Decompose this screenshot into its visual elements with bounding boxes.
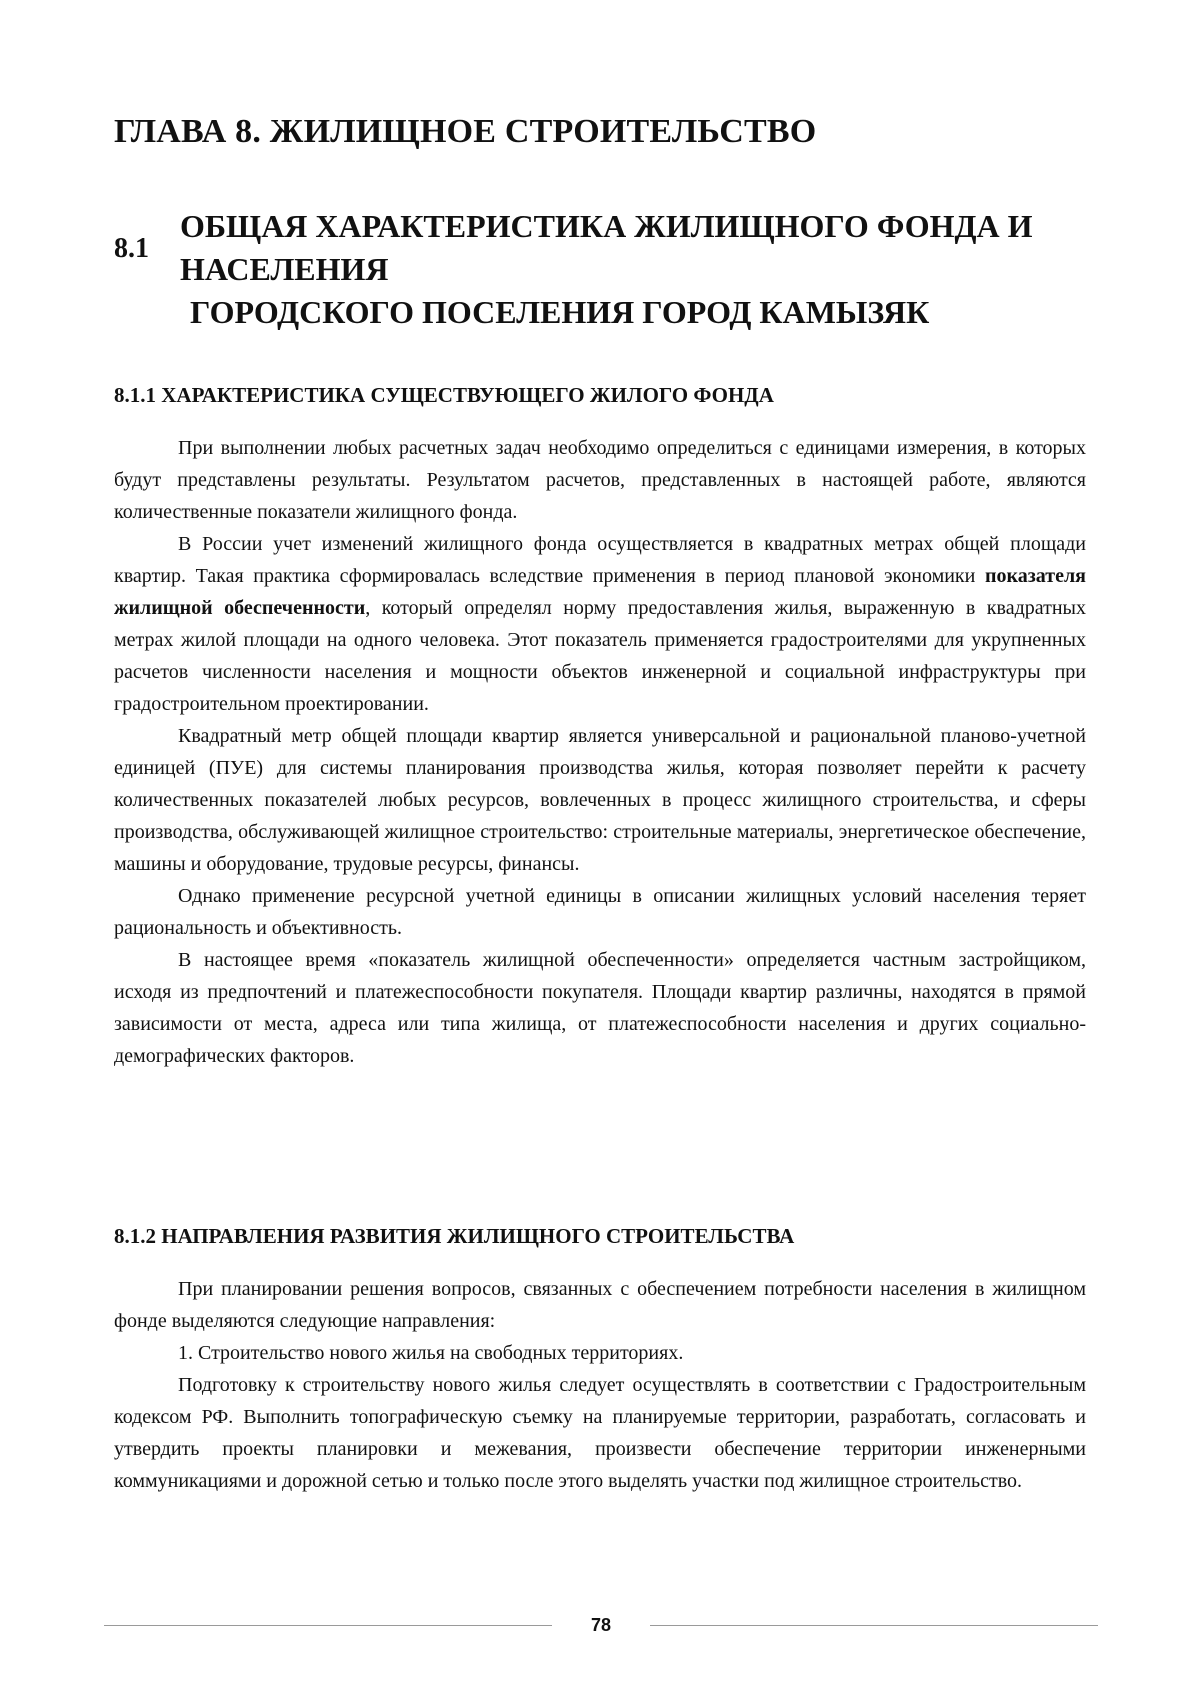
subsection-heading-8-1-1: 8.1.1 ХАРАКТЕРИСТИКА СУЩЕСТВУЮЩЕГО ЖИЛОГО ФОНДА (114, 383, 774, 407)
paragraph-text: В России учет изменений жилищного фонда осуществляется в квадратных метрах общей площади квартир. Такая практика сформировалась вследствие применения в период плановой экономики (114, 533, 1086, 587)
paragraph: В настоящее время «показатель жилищной обеспеченности» определяется частным застройщиком, исходя из предпочтений и платежеспособности покупателя. Площади квартир различны, находятся в прямой зависимости от места, адреса или типа жилища, от платежеспособности населения и других социально-демографических факторов. (114, 949, 1086, 1067)
paragraph: Подготовку к строительству нового жилья следует осуществлять в соответствии с Градостроительным кодексом РФ. Выполнить топографическую съемку на планируемые территории, разработать, согласовать и утвердить проекты планировки и межевания, произвести обеспечение территории инженерными коммуникациями и дорожной сетью и только после этого выделять участки под жилищное строительство. (114, 1374, 1086, 1492)
section-title-line-1: ОБЩАЯ ХАРАКТЕРИСТИКА ЖИЛИЩНОГО ФОНДА И (180, 208, 1033, 244)
section-title-line-2: НАСЕЛЕНИЯ (180, 251, 389, 287)
chapter-title: ГЛАВА 8. ЖИЛИЩНОЕ СТРОИТЕЛЬСТВО (114, 113, 817, 150)
paragraph: Однако применение ресурсной учетной единицы в описании жилищных условий населения теряет рациональность и объективность. (114, 885, 1086, 939)
paragraph: Квадратный метр общей площади квартир является универсальной и рациональной планово-учетной единицей (ПУЕ) для системы планирования производства жилья, которая позволяет перейти к расчету количественных показателей любых ресурсов, вовлеченных в процесс жилищного строительства, и сферы производства, обслуживающей жилищное строительство: строительные материалы, энергетическое обеспечение, машины и оборудование, трудовые ресурсы, финансы. (114, 725, 1086, 875)
paragraph: При планировании решения вопросов, связанных с обеспечением потребности населения в жилищном фонде выделяются следующие направления: (114, 1278, 1086, 1332)
bold-term: показателя жилищной обеспеченности (114, 565, 1086, 619)
list-item: 1. Строительство нового жилья на свободных территориях. (178, 1342, 684, 1364)
section-number: 8.1 (114, 233, 149, 264)
paragraph (114, 528, 1086, 720)
footer-divider-right (650, 1625, 1098, 1626)
subsection-body-8-1-2 (114, 1273, 1086, 1497)
page-number: 78 (590, 1615, 612, 1635)
paragraph-text: , который определял норму предоставления жилья, выраженную в квадратных метрах жилой площади на одного человека. Этот показатель применяется градостроителями для укрупненных расчетов численности населения и мощности объектов инженерной и социальной инфраструктуры при градостроительном проектировании. (114, 597, 1086, 715)
subsection-body-8-1-1 (114, 432, 1086, 1072)
subsection-heading-8-1-2: 8.1.2 НАПРАВЛЕНИЯ РАЗВИТИЯ ЖИЛИЩНОГО СТРОИТЕЛЬСТВА (114, 1224, 795, 1248)
section-title-line-3: ГОРОДСКОГО ПОСЕЛЕНИЯ ГОРОД КАМЫЗЯК (190, 294, 930, 330)
footer-divider-left (104, 1625, 552, 1626)
paragraph: При выполнении любых расчетных задач необходимо определиться с единицами измерения, в которых будут представлены результаты. Результатом расчетов, представленных в настоящей работе, являются количественные показатели жилищного фонда. (114, 437, 1086, 523)
page-footer (104, 1610, 1098, 1640)
section-title (180, 205, 1100, 334)
